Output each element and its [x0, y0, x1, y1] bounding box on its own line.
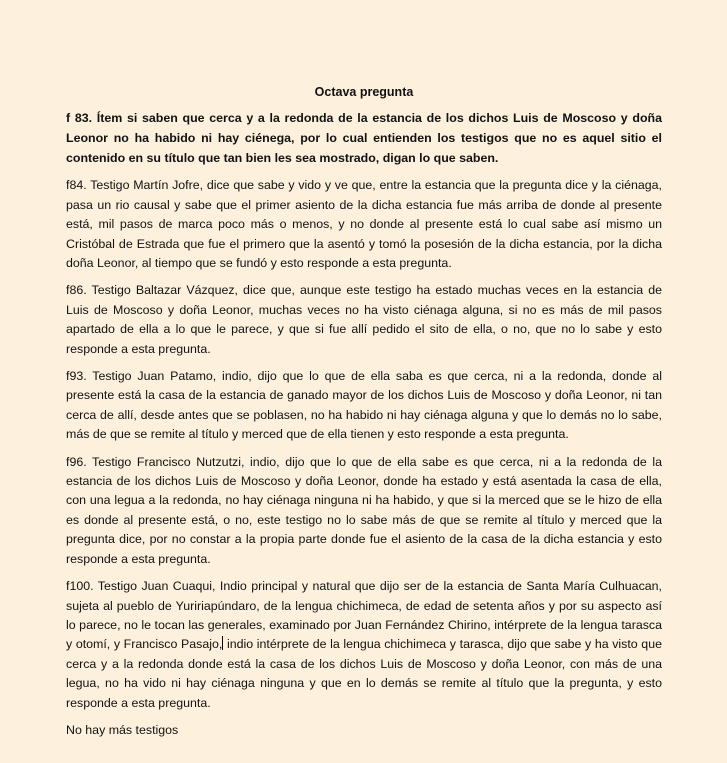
testimony-f100-text-after-cursor: indio intérprete de la lengua chichimeca y tarasca, dijo que sabe y ha visto que cerca y a la redonda donde está la casa de los dichos Luis de Moscoso y doña Leonor, con más de una legua, no ha vido ni hay ciénaga ninguna y que en lo demás se remite al título que la pregunta, y esto responde a esta pregunta.: [66, 637, 662, 710]
testimony-paragraph-f93[interactable]: f93. Testigo Juan Patamo, indio, dijo que lo que de ella saba es que cerca, ni a la redonda, donde al presente está la casa de la estancia de ganado mayor de los dichos Luis de Moscoso y doña Leonor, ni tan cerca de allí, desde antes que se poblasen, no ha habido ni hay ciénaga alguna y que lo demás no lo sabe, más de que se remite al título y merced que de ella tienen y esto responde a esta pregunta.: [66, 369, 662, 442]
testimony-paragraph-f96[interactable]: f96. Testigo Francisco Nutzutzi, indio, dijo que lo que de ella sabe es que cerca, ni a la redonda de la estancia de los dichos Luis de Moscoso y doña Leonor, donde ha estado y está asentada la casa de ella, con una legua a la redonda, no hay ciénaga ninguna ni ha habido, y que si la merced que se le hizo de ella es donde al presente está, o no, este testigo no lo sabe más de que se remite al título y merced que la pregunta dice, por no constar a la propia parte donde fue el asiento de la casa de la dicha estancia y esto responde a esta pregunta.: [66, 454, 662, 566]
testimony-f100-text-before-cursor: f100. Testigo Juan Cuaqui, Indio principal y natural que dijo ser de la estancia de Santa María Culhuacan, sujeta al pueblo de Yuririapúndaro, de la lengua chichimeca, de edad de setenta años y por su aspecto así lo parece, no le tocan las generales, examinado por Juan Fernández Chirino, intérprete de la lengua tarasca y otomí, y Francisco Pasajo,: [66, 579, 662, 652]
testimony-paragraph-f86[interactable]: f86. Testigo Baltazar Vázquez, dice que, aunque este testigo ha estado muchas veces en la estancia de Luis de Moscoso y doña Leonor, muchas veces no ha visto ciénaga alguna, si no es más de mil pasos apartado de ella a lo que le parece, y que si fue allí pedido el sito de ella, o no, que no lo sabe y esto responde a esta pregunta.: [66, 283, 662, 356]
testimony-paragraph-f84[interactable]: f84. Testigo Martín Jofre, dice que sabe y vido y ve que, entre la estancia que la pregunta dice y la ciénaga, pasa un rio causal y sabe que el primer asiento de la dicha estancia fue más arriba de donde al presente está, mil pasos de marca poco más o menos, y no donde al presente está lo cual sabe así mismo un Cristóbal de Estrada que fue el primero que la asentó y tomó la posesión de la dicha estancia, por la dicha doña Leonor, al tiempo que se fundó y esto responde a esta pregunta.: [66, 178, 662, 271]
document-page: [66, 83, 662, 740]
section-heading: Octava pregunta: [314, 85, 414, 99]
question-paragraph[interactable]: f 83. Ítem si saben que cerca y a la redonda de la estancia de los dichos Luis de Moscoso y doña Leonor no ha habido ni hay ciénega, por lo cual entienden los testigos que no es aquel sitio el contenido en su título que tan bien les sea mostrado, digan lo que saben.: [66, 111, 662, 165]
closing-line[interactable]: No hay más testigos: [66, 722, 179, 737]
testimony-paragraph-f100[interactable]: [66, 577, 662, 713]
